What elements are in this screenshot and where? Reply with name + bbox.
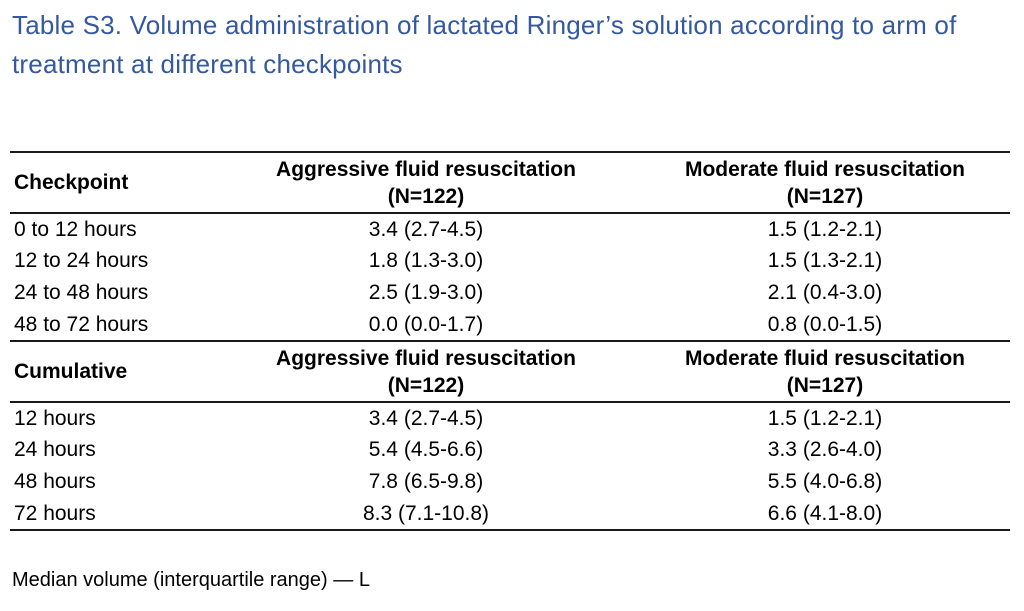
table-row [10, 213, 1010, 245]
row-label: 72 hours [14, 501, 96, 525]
column-header-aggressive-title: Aggressive fluid resuscitation [276, 157, 576, 181]
row-label: 12 hours [14, 406, 96, 430]
column-header-moderate-n: (N=127) [786, 184, 864, 208]
table-row [10, 245, 1010, 277]
table-row [10, 309, 1010, 341]
moderate-value: 2.1 (0.4-3.0) [767, 281, 883, 304]
moderate-value: 0.8 (0.0-1.5) [767, 312, 883, 336]
table-caption-line1: Table S3. Volume administration of lactated Ringer’s solution according to arm of [12, 10, 957, 40]
aggressive-value: 3.4 (2.7-4.5) [368, 406, 484, 430]
checkpoint-header-row [10, 152, 1010, 213]
moderate-value: 3.3 (2.6-4.0) [767, 438, 883, 461]
column-header-moderate [640, 341, 1010, 402]
table-row [10, 402, 1010, 434]
row-label: 24 to 48 hours [14, 281, 149, 304]
aggressive-value: 8.3 (7.1-10.8) [362, 501, 490, 525]
column-header-moderate-title: Moderate fluid resuscitation [684, 157, 966, 181]
table-footnote: Median volume (interquartile range) — L [12, 569, 370, 591]
table-row [10, 434, 1010, 466]
moderate-value: 1.5 (1.2-2.1) [767, 217, 883, 241]
aggressive-value: 7.8 (6.5-9.8) [368, 470, 484, 493]
column-header-aggressive [212, 152, 640, 213]
table-row [10, 498, 1010, 530]
column-header-checkpoint: Checkpoint [14, 171, 129, 194]
column-header-moderate-title: Moderate fluid resuscitation [684, 346, 966, 370]
aggressive-value: 3.4 (2.7-4.5) [368, 217, 484, 241]
aggressive-value: 0.0 (0.0-1.7) [368, 312, 484, 336]
moderate-value: 1.5 (1.3-2.1) [767, 249, 883, 272]
moderate-value: 1.5 (1.2-2.1) [767, 406, 883, 430]
aggressive-value: 1.8 (1.3-3.0) [368, 249, 484, 272]
column-header-cumulative: Cumulative [14, 360, 128, 383]
column-header-aggressive [212, 341, 640, 402]
aggressive-value: 5.4 (4.5-6.6) [368, 438, 484, 461]
table-row [10, 466, 1010, 498]
row-label: 48 hours [14, 470, 96, 493]
table-row [10, 277, 1010, 309]
moderate-value: 5.5 (4.0-6.8) [767, 470, 883, 493]
moderate-value: 6.6 (4.1-8.0) [767, 501, 883, 525]
table-caption [0, 0, 1024, 84]
table-caption-line2: treatment at different checkpoints [12, 49, 403, 79]
column-header-moderate-n: (N=127) [786, 373, 864, 397]
column-header-aggressive-n: (N=122) [387, 184, 465, 208]
column-header-aggressive-title: Aggressive fluid resuscitation [276, 346, 576, 370]
row-label: 48 to 72 hours [14, 312, 149, 336]
column-header-moderate [640, 152, 1010, 213]
volume-administration-table [10, 151, 1010, 531]
aggressive-value: 2.5 (1.9-3.0) [368, 281, 484, 304]
row-label: 12 to 24 hours [14, 249, 149, 272]
row-label: 0 to 12 hours [14, 217, 137, 241]
column-header-aggressive-n: (N=122) [387, 373, 465, 397]
row-label: 24 hours [14, 438, 96, 461]
cumulative-header-row [10, 341, 1010, 402]
